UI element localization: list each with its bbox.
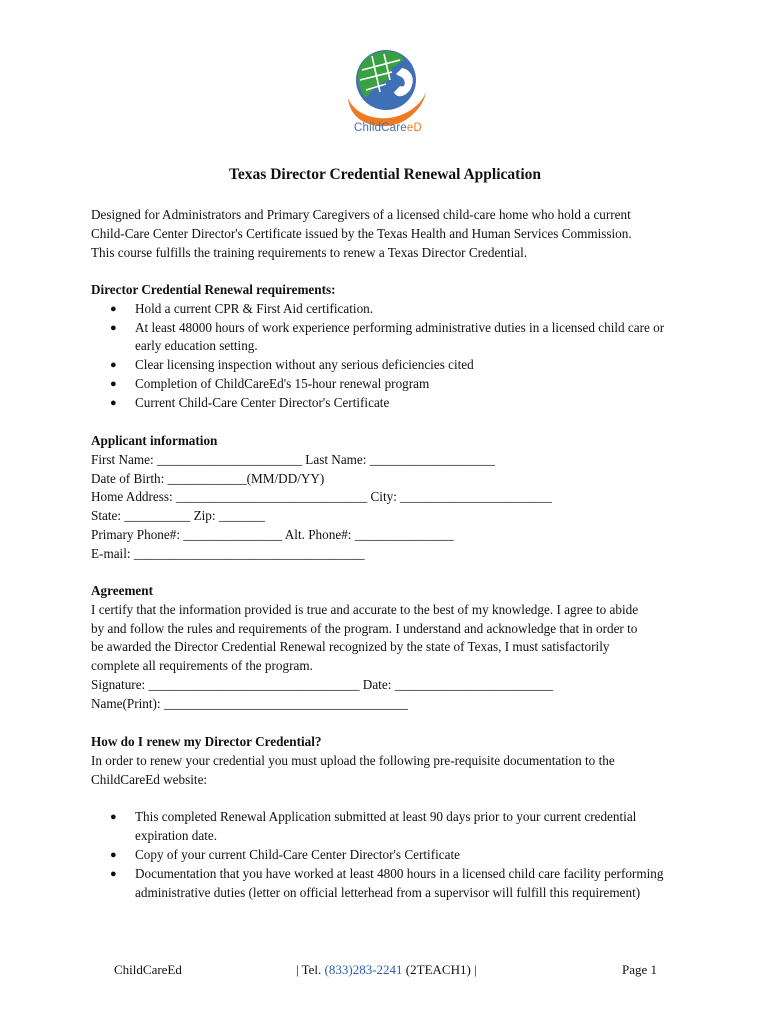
requirements-list <box>91 300 691 413</box>
renew-list <box>91 808 691 902</box>
document-title: Texas Director Credential Renewal Application <box>229 166 541 183</box>
footer-phone <box>296 962 477 978</box>
list-item: ● At least 48000 hours of work experience performing administrative duties in a licensed child care or early education setting. <box>91 319 691 357</box>
list-item: ● Copy of your current Child-Care Center Director's Certificate <box>91 846 691 865</box>
phone-link[interactable]: (833)283-2241 <box>324 962 403 977</box>
renew-line: ChildCareEd website: <box>91 771 208 787</box>
renew-line: In order to renew your credential you must upload the following pre-requisite documentation to the <box>91 752 615 768</box>
intro-paragraph <box>91 206 691 262</box>
address-city-field[interactable]: Home Address: _____________________________ City: _______________________ <box>91 489 552 505</box>
logo-wordmark-part2: eD <box>406 122 423 134</box>
email-field[interactable]: E-mail: ___________________________________ <box>91 545 365 561</box>
logo-wordmark-part1: ChildCare <box>353 122 407 134</box>
agreement-line: by and follow the rules and requirements of the program. I understand and acknowledge that in order to <box>91 620 638 636</box>
state-zip-field[interactable]: State: __________ Zip: _______ <box>91 508 265 524</box>
page-number: Page 1 <box>622 962 658 977</box>
applicant-section <box>91 432 691 564</box>
list-item: ● Documentation that you have worked at least 4800 hours in a licensed child care facility performing administrative duties (letter on official letterhead from a supervisor will fulfill this requirement) <box>91 865 691 903</box>
agreement-line: I certify that the information provided is true and accurate to the best of my knowledge. I agree to abide <box>91 601 639 617</box>
phone-field[interactable]: Primary Phone#: _______________ Alt. Phone#: _______________ <box>91 526 454 542</box>
list-item: ● Completion of ChildCareEd's 15-hour renewal program <box>91 375 691 394</box>
list-item: ● Clear licensing inspection without any serious deficiencies cited <box>91 356 691 375</box>
intro-line: Designed for Administrators and Primary Caregivers of a licensed child-care home who hold a current <box>91 207 631 222</box>
logo-wordmark <box>343 122 433 134</box>
requirements-section <box>91 281 691 413</box>
agreement-line: complete all requirements of the program. <box>91 658 313 674</box>
agreement-section <box>91 582 691 714</box>
footer-tel-suffix: (2TEACH1) | <box>402 962 477 977</box>
intro-line: This course fulfills the training requirements to renew a Texas Director Credential. <box>91 244 528 260</box>
renew-heading: How do I renew my Director Credential? <box>91 734 322 749</box>
applicant-heading: Applicant information <box>91 433 218 448</box>
renew-section <box>91 733 691 902</box>
requirements-heading: Director Credential Renewal requirements: <box>91 282 336 297</box>
signature-date-field[interactable]: Signature: ________________________________ Date: ________________________ <box>91 676 553 692</box>
footer-company: ChildCareEd <box>114 962 182 977</box>
agreement-heading: Agreement <box>91 583 154 598</box>
agreement-line: be awarded the Director Credential Renewal recognized by the state of Texas, I must satisfactorily <box>91 639 610 655</box>
intro-line: Child-Care Center Director's Certificate issued by the Texas Health and Human Services Commission. <box>91 225 632 241</box>
first-last-name-field[interactable]: First Name: ______________________ Last Name: ___________________ <box>91 451 496 467</box>
footer-tel-prefix: | Tel. <box>296 962 325 977</box>
name-print-field[interactable]: Name(Print): _____________________________________ <box>91 695 408 711</box>
date-of-birth-field[interactable]: Date of Birth: ____________(MM/DD/YY) <box>91 470 325 486</box>
list-item: ● Current Child-Care Center Director's Certificate <box>91 394 691 413</box>
list-item: ● Hold a current CPR & First Aid certification. <box>91 300 691 319</box>
list-item: ● This completed Renewal Application submitted at least 90 days prior to your current credential expiration date. <box>91 808 691 846</box>
